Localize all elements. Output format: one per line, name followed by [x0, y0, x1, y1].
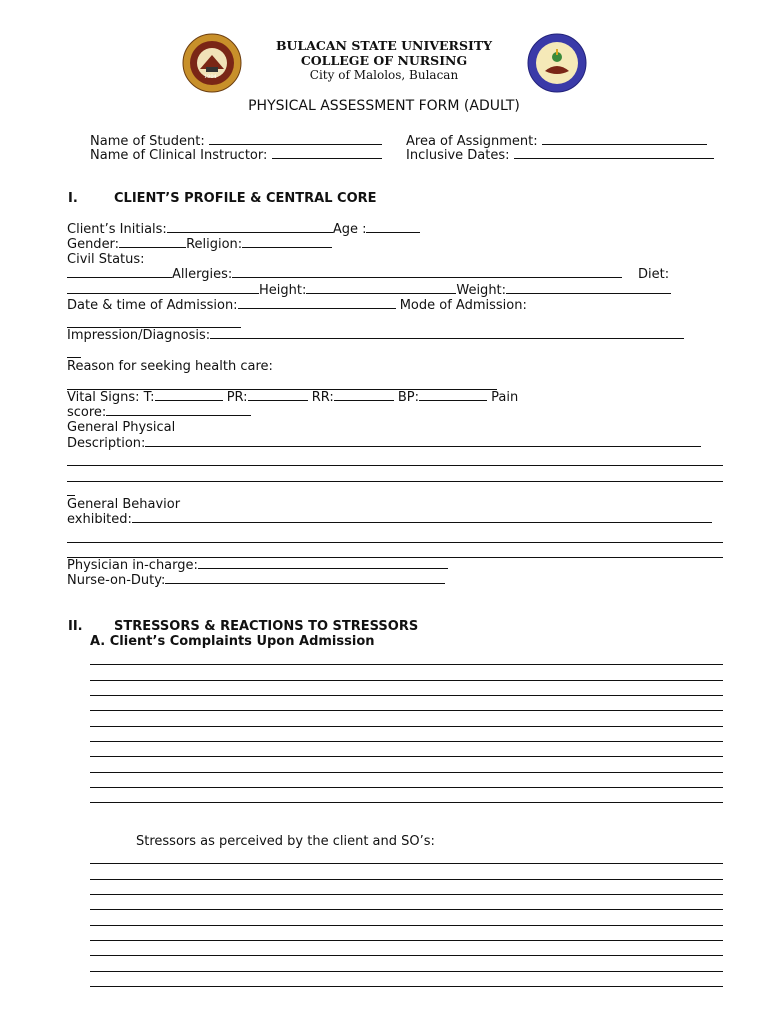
complaint-line[interactable]	[90, 772, 723, 773]
city-address: City of Malolos, Bulacan	[309, 68, 459, 82]
impression-extra-line[interactable]	[67, 357, 81, 358]
section-2-title: STRESSORS & REACTIONS TO STRESSORS	[114, 619, 419, 634]
impression-field[interactable]	[67, 328, 684, 343]
nurse-field[interactable]	[67, 573, 445, 588]
stressor-line[interactable]	[90, 863, 723, 864]
complaint-line[interactable]	[90, 756, 723, 757]
reason-label: Reason for seeking health care:	[67, 359, 273, 374]
stressor-line[interactable]	[90, 894, 723, 895]
physical-description-line-1[interactable]	[67, 465, 723, 466]
age-label: Age :	[332, 222, 367, 237]
seal-year-text: 1904	[204, 74, 217, 80]
student-name-label: Name of Student:	[90, 134, 205, 149]
vital-signs-field[interactable]	[67, 390, 518, 405]
religion-label: Religion:	[186, 237, 243, 252]
stressor-line[interactable]	[90, 986, 723, 987]
client-initials-field[interactable]	[67, 222, 420, 237]
complaint-line[interactable]	[90, 726, 723, 727]
section-2-numeral: II.	[68, 619, 83, 634]
general-physical-description-field[interactable]	[67, 436, 701, 451]
complaint-line[interactable]	[90, 787, 723, 788]
stressor-line[interactable]	[90, 925, 723, 926]
complaint-line[interactable]	[90, 664, 723, 665]
height-label: Height:	[259, 283, 307, 298]
pain-label: Pain	[491, 390, 519, 405]
section-1-title: CLIENT’S PROFILE & CENTRAL CORE	[114, 191, 377, 206]
stressor-line[interactable]	[90, 940, 723, 941]
form-title: PHYSICAL ASSESSMENT FORM (ADULT)	[248, 98, 520, 114]
behavior-exhibited-field[interactable]	[67, 512, 712, 527]
section-1-numeral: I.	[68, 191, 78, 206]
bp-label: BP:	[397, 390, 420, 405]
complaint-line[interactable]	[90, 802, 723, 803]
stressor-line[interactable]	[90, 909, 723, 910]
area-assignment-label: Area of Assignment:	[406, 134, 538, 149]
rr-label: RR:	[311, 390, 334, 405]
area-assignment-field[interactable]	[406, 134, 707, 149]
complaint-line[interactable]	[90, 695, 723, 696]
physician-field[interactable]	[67, 558, 448, 573]
university-name: BULACAN STATE UNIVERSITY	[275, 38, 493, 53]
clinical-instructor-field[interactable]	[90, 148, 382, 163]
client-initials-label: Client’s Initials:	[67, 222, 167, 237]
allergies-label: Allergies:	[172, 267, 233, 282]
complaint-line[interactable]	[90, 680, 723, 681]
nurse-label: Nurse-on-Duty:	[67, 573, 166, 588]
stressor-line[interactable]	[90, 879, 723, 880]
stressor-line[interactable]	[90, 971, 723, 972]
complaint-line[interactable]	[90, 710, 723, 711]
inclusive-dates-label: Inclusive Dates:	[406, 148, 510, 163]
pain-score-field[interactable]	[67, 405, 251, 420]
pain-score-label: score:	[67, 405, 107, 420]
physical-description-line-3[interactable]	[67, 495, 75, 496]
physician-label: Physician in-charge:	[67, 558, 198, 573]
description-label: Description:	[67, 436, 146, 451]
admission-mode-label: Mode of Admission:	[399, 298, 527, 313]
admission-datetime-label: Date & time of Admission:	[67, 298, 238, 313]
general-behavior-label: General Behavior	[67, 497, 181, 512]
complaint-line[interactable]	[90, 741, 723, 742]
college-name: COLLEGE OF NURSING	[300, 53, 468, 68]
complaints-subtitle: A. Client’s Complaints Upon Admission	[90, 634, 375, 649]
vital-signs-t-label: Vital Signs: T:	[67, 390, 155, 405]
inclusive-dates-field[interactable]	[406, 148, 714, 163]
physical-description-line-2[interactable]	[67, 481, 723, 482]
student-name-field[interactable]	[90, 134, 382, 149]
admission-field[interactable]	[67, 298, 527, 313]
diet-label: Diet:	[638, 267, 670, 282]
gender-label: Gender:	[67, 237, 120, 252]
allergies-diet-field[interactable]	[67, 267, 622, 282]
weight-label: Weight:	[456, 283, 507, 298]
stressor-line[interactable]	[90, 955, 723, 956]
gender-religion-field[interactable]	[67, 237, 332, 252]
impression-label: Impression/Diagnosis:	[67, 328, 211, 343]
general-physical-label: General Physical	[67, 420, 176, 435]
pr-label: PR:	[226, 390, 248, 405]
exhibited-label: exhibited:	[67, 512, 132, 527]
civil-status-label: Civil Status:	[67, 252, 145, 267]
height-weight-field[interactable]	[67, 283, 671, 298]
behavior-line-1[interactable]	[67, 542, 723, 543]
clinical-instructor-label: Name of Clinical Instructor:	[90, 148, 268, 163]
stressors-label: Stressors as perceived by the client and SO’s:	[136, 834, 435, 849]
